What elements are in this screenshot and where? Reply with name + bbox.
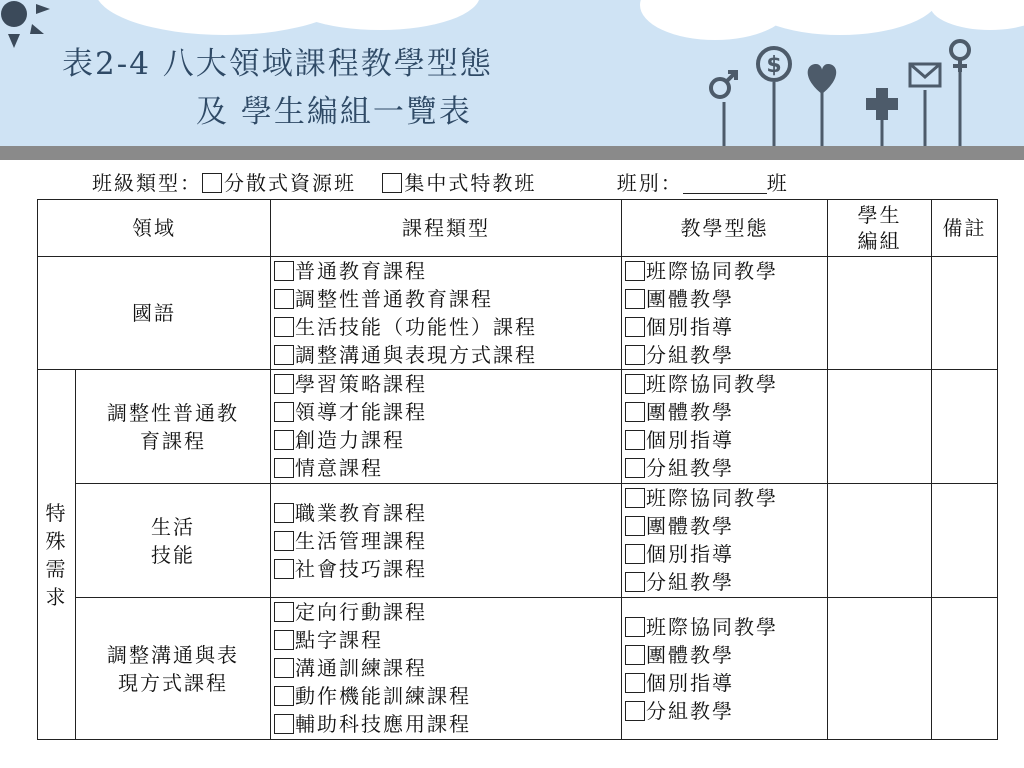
checkbox[interactable] [625, 617, 645, 637]
course-label: 學習策略課程 [295, 372, 427, 396]
list-item [274, 654, 621, 682]
class-name-blank[interactable] [683, 171, 767, 194]
heart-icon [808, 64, 837, 94]
teaching-label: 班際協同教學 [646, 259, 778, 283]
header-divider-bar [0, 146, 1024, 160]
course-label: 情意課程 [295, 456, 383, 480]
list-item [274, 454, 621, 482]
course-list [271, 484, 622, 598]
list-item [625, 669, 827, 697]
svg-text:$: $ [766, 53, 782, 78]
course-table [37, 199, 998, 740]
list-item [274, 398, 621, 426]
course-label: 輔助科技應用課程 [295, 712, 471, 736]
course-label: 調整溝通與表現方式課程 [295, 343, 537, 367]
checkbox[interactable] [625, 488, 645, 508]
page-subtitle: 及 學生編組一覽表 [196, 94, 472, 130]
course-label: 領導才能課程 [295, 400, 427, 424]
list-item [625, 426, 827, 454]
list-item [274, 710, 621, 738]
remarks-cell[interactable] [932, 484, 998, 598]
list-item [274, 555, 621, 583]
domain-cell: 調整溝通與表 現方式課程 [76, 598, 271, 740]
checkbox[interactable] [274, 503, 294, 523]
list-item [274, 285, 621, 313]
checkbox[interactable] [625, 289, 645, 309]
list-item [274, 341, 621, 369]
dollar-icon [758, 48, 790, 80]
checkbox[interactable] [625, 701, 645, 721]
remarks-cell[interactable] [932, 257, 998, 370]
grouping-cell[interactable] [828, 370, 932, 484]
domain-cell: 國語 [38, 257, 271, 370]
teaching-list [622, 598, 828, 740]
list-item [625, 398, 827, 426]
list-item [274, 527, 621, 555]
table-row [38, 598, 998, 740]
list-item [625, 313, 827, 341]
header-remarks: 備註 [932, 200, 998, 257]
course-label: 職業教育課程 [295, 500, 427, 525]
list-item [625, 540, 827, 568]
checkbox[interactable] [274, 261, 294, 281]
teaching-label: 分組教學 [646, 456, 734, 480]
checkbox[interactable] [625, 673, 645, 693]
list-item [625, 613, 827, 641]
special-needs-label: 特 殊 需 求 [38, 370, 76, 740]
course-label: 定向行動課程 [295, 600, 427, 624]
course-label: 溝通訓練課程 [295, 656, 427, 680]
list-item [274, 499, 621, 527]
checkbox[interactable] [625, 516, 645, 536]
female-symbol-icon [951, 41, 969, 72]
mail-icon [910, 64, 940, 86]
course-label: 動作機能訓練課程 [295, 684, 471, 708]
teaching-label: 團體教學 [646, 287, 734, 311]
checkbox[interactable] [625, 572, 645, 592]
teaching-list [622, 257, 828, 370]
page-title: 表2-4 八大領域課程教學型態 [62, 46, 493, 82]
checkbox[interactable] [274, 559, 294, 579]
course-label: 生活技能（功能性）課程 [295, 315, 537, 339]
course-label: 調整性普通教育課程 [295, 287, 493, 311]
teaching-label: 個別指導 [646, 670, 734, 695]
cloud [930, 0, 1024, 30]
checkbox[interactable] [625, 345, 645, 365]
course-list [271, 598, 622, 740]
checkbox[interactable] [274, 317, 294, 337]
male-symbol-icon [711, 72, 736, 97]
teaching-list [622, 370, 828, 484]
grouping-cell[interactable] [828, 484, 932, 598]
checkbox-centralized-special[interactable] [382, 173, 402, 193]
class-label: 班別： [616, 171, 683, 195]
domain-cell: 生活 技能 [76, 484, 271, 598]
grouping-cell[interactable] [828, 598, 932, 740]
header-teaching-type: 教學型態 [622, 200, 828, 257]
teaching-label: 分組教學 [646, 343, 734, 367]
teaching-label: 個別指導 [646, 428, 734, 452]
teaching-label: 分組教學 [646, 570, 734, 594]
checkbox[interactable] [274, 430, 294, 450]
checkbox[interactable] [274, 602, 294, 622]
list-item [625, 257, 827, 285]
option-distributed-resource: 分散式資源班 [224, 171, 356, 195]
plus-icon [866, 88, 898, 120]
table-row [38, 257, 998, 370]
teaching-label: 分組教學 [646, 698, 734, 723]
table-header-row [38, 200, 998, 257]
header-grouping: 學生 編組 [828, 200, 932, 257]
checkbox[interactable] [625, 317, 645, 337]
table-row [38, 484, 998, 598]
cloud [280, 0, 480, 30]
class-suffix: 班 [766, 171, 789, 195]
course-label: 創造力課程 [295, 428, 405, 452]
checkbox[interactable] [274, 374, 294, 394]
table-row [38, 370, 998, 484]
list-item [625, 285, 827, 313]
list-item [625, 641, 827, 669]
remarks-cell[interactable] [932, 370, 998, 484]
course-list [271, 257, 622, 370]
checkbox[interactable] [625, 645, 645, 665]
list-item [274, 313, 621, 341]
teaching-list [622, 484, 828, 598]
teaching-label: 班際協同教學 [646, 614, 778, 639]
course-label: 生活管理課程 [295, 528, 427, 553]
list-item [625, 341, 827, 369]
course-label: 社會技巧課程 [295, 556, 427, 581]
checkbox[interactable] [274, 458, 294, 478]
teaching-label: 個別指導 [646, 315, 734, 339]
checkbox[interactable] [625, 544, 645, 564]
checkbox[interactable] [625, 374, 645, 394]
teaching-label: 班際協同教學 [646, 372, 778, 396]
checkbox-distributed-resource[interactable] [202, 173, 222, 193]
sun-icon [0, 0, 60, 60]
teaching-label: 個別指導 [646, 542, 734, 566]
course-label: 普通教育課程 [295, 259, 427, 283]
grouping-cell[interactable] [828, 257, 932, 370]
header-domain: 領域 [38, 200, 271, 257]
class-info-line [92, 168, 789, 198]
header-banner [0, 0, 1024, 146]
class-type-label: 班級類型： [92, 171, 202, 195]
checkbox[interactable] [274, 686, 294, 706]
list-item [625, 370, 827, 398]
teaching-label: 團體教學 [646, 400, 734, 424]
list-item [274, 257, 621, 285]
remarks-cell[interactable] [932, 598, 998, 740]
checkbox[interactable] [625, 261, 645, 281]
header-course-type: 課程類型 [271, 200, 622, 257]
checkbox[interactable] [274, 658, 294, 678]
list-item [625, 568, 827, 596]
checkbox[interactable] [274, 402, 294, 422]
list-item [625, 512, 827, 540]
checkbox[interactable] [274, 630, 294, 650]
checkbox[interactable] [274, 531, 294, 551]
checkbox[interactable] [274, 345, 294, 365]
checkbox[interactable] [625, 430, 645, 450]
teaching-label: 團體教學 [646, 642, 734, 667]
course-list [271, 370, 622, 484]
list-item [274, 598, 621, 626]
list-item [274, 426, 621, 454]
checkbox[interactable] [274, 714, 294, 734]
list-item [625, 484, 827, 512]
course-label: 點字課程 [295, 628, 383, 652]
option-centralized-special: 集中式特教班 [404, 171, 537, 195]
checkbox[interactable] [274, 289, 294, 309]
list-item [274, 370, 621, 398]
checkbox[interactable] [625, 458, 645, 478]
domain-cell: 調整性普通教 育課程 [76, 370, 271, 484]
decorative-icons [690, 30, 990, 146]
checkbox[interactable] [625, 402, 645, 422]
list-item [274, 626, 621, 654]
teaching-label: 團體教學 [646, 514, 734, 538]
list-item [625, 454, 827, 482]
teaching-label: 班際協同教學 [646, 486, 778, 510]
list-item [274, 682, 621, 710]
list-item [625, 697, 827, 725]
